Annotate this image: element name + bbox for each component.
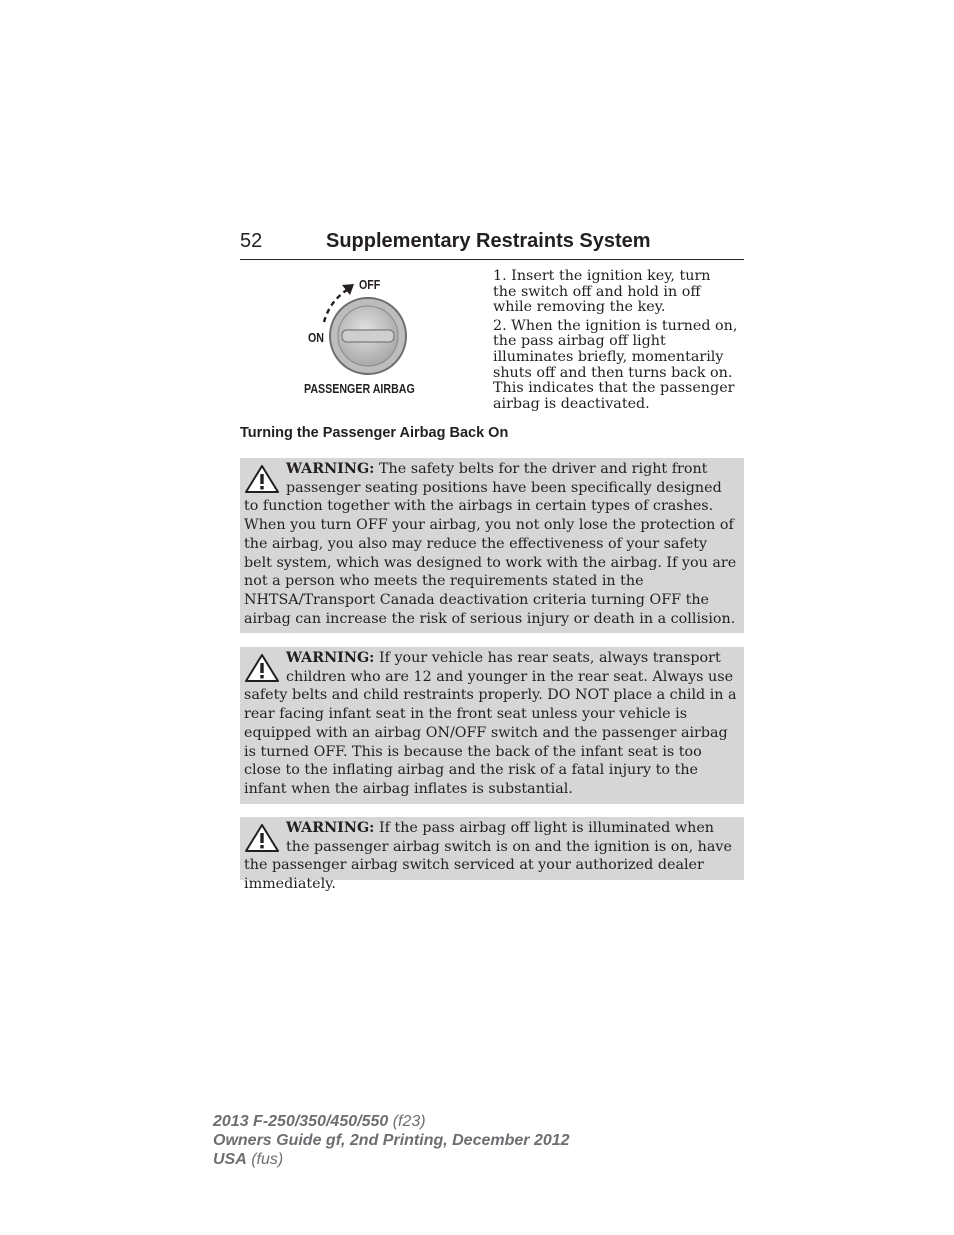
- warning-triangle-icon: [244, 823, 280, 853]
- warning-box: [240, 817, 744, 893]
- page-footer: [213, 1112, 570, 1169]
- footer-line-3: [213, 1150, 570, 1169]
- warning-triangle-icon: [244, 653, 280, 683]
- footer-model: 2013 F-250/350/450/550: [213, 1113, 389, 1130]
- step-2: 2. When the ignition is turned on, the pass airbag off light illuminates briefly, momentarily shuts off and then turns back on. This indicates that the passenger airbag is deactivated.: [493, 317, 738, 412]
- warning-box: [240, 647, 744, 804]
- warning-triangle-icon: [244, 464, 280, 494]
- footer-model-code: (f23): [388, 1113, 426, 1130]
- page-header: [240, 230, 744, 260]
- airbag-switch-illustration: [300, 270, 436, 400]
- warning-label: WARNING:: [286, 820, 375, 836]
- instruction-steps: [493, 269, 738, 415]
- warning-text: If your vehicle has rear seats, always transport children who are 12 and younger in the rear seat. Always use safety belts and child restraints properly. DO NOT place a child in a rear facing infant seat in the front seat unless your vehicle is equipped with an airbag ON/OFF switch and the passenger airbag is turned OFF. This is because the back of the infant seat is too close to the inflating airbag and the risk of a fatal injury to the infant when the airbag inflates is substantial.: [244, 650, 737, 797]
- page-number: 52: [240, 230, 263, 252]
- warning-label: WARNING:: [286, 461, 375, 477]
- step-1: 1. Insert the ignition key, turn the switch off and hold in off while removing the key.: [493, 268, 711, 316]
- footer-market: USA: [213, 1151, 247, 1168]
- warning-text: If the pass airbag off light is illuminated when the passenger airbag switch is on and the ignition is on, have the passenger airbag switch serviced at your authorized dealer immediately.: [244, 820, 732, 893]
- subheading: Turning the Passenger Airbag Back On: [240, 425, 509, 441]
- warning-box: [240, 458, 744, 633]
- section-title: Supplementary Restraints System: [326, 230, 651, 252]
- footer-market-code: (fus): [246, 1151, 284, 1168]
- off-label: OFF: [359, 277, 381, 292]
- footer-edition: Owners Guide gf, 2nd Printing, December 2012: [213, 1132, 570, 1149]
- warning-label: WARNING:: [286, 650, 375, 666]
- warning-text: The safety belts for the driver and right front passenger seating positions have been specifically designed to function together with the airbags in certain types of crashes. When you turn OFF your airbag, you not only lose the protection of the airbag, you also may reduce the effectiveness of your safety belt system, which was designed to work with the airbag. If you are not a person who meets the requirements stated in the NHTSA/Transport Canada deactivation criteria turning OFF the airbag can increase the risk of serious injury or death in a collision.: [244, 461, 737, 627]
- footer-line-1: [213, 1112, 570, 1131]
- passenger-airbag-label: PASSENGER AIRBAG: [304, 381, 415, 396]
- footer-line-2: [213, 1131, 570, 1150]
- on-label: ON: [308, 330, 324, 345]
